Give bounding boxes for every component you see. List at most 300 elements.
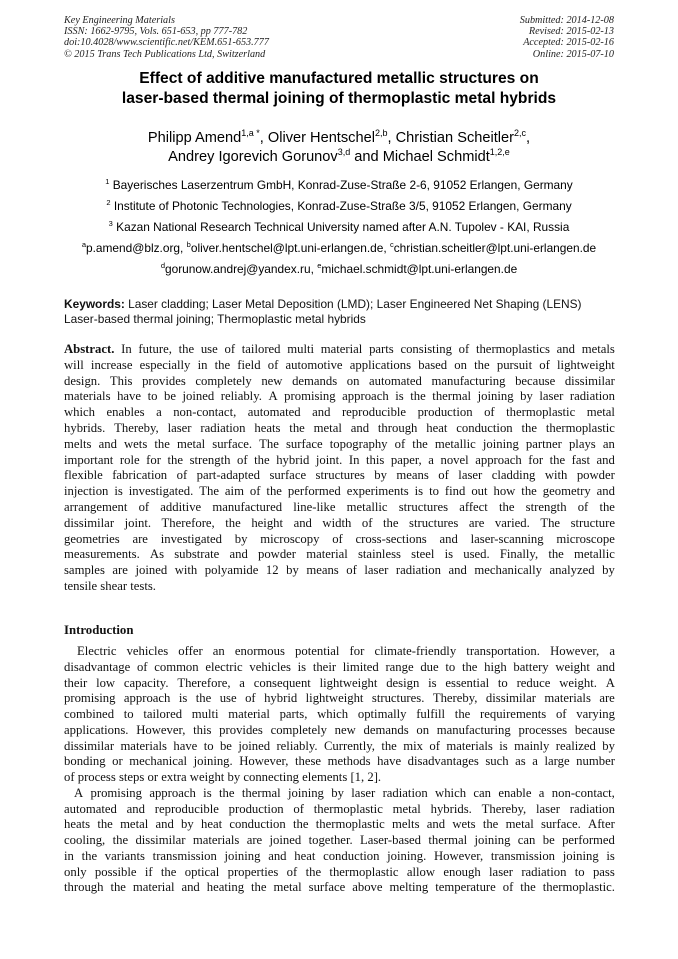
word: of <box>176 468 188 483</box>
word: wets <box>452 817 476 832</box>
word: the <box>520 880 536 895</box>
word: In <box>121 342 132 356</box>
word: applications. <box>64 722 129 737</box>
word: However, <box>433 848 484 863</box>
word: conduction <box>229 817 286 832</box>
word: cross-sections <box>355 531 427 546</box>
word: with <box>544 468 568 483</box>
word: essential <box>445 675 490 690</box>
text-line <box>64 405 615 421</box>
email-link[interactable]: christian.scheitler@lpt.uni-erlangen.de <box>393 241 597 255</box>
word: lightweight <box>557 357 615 372</box>
word: out <box>471 484 488 499</box>
word: laser <box>167 420 192 435</box>
word: strength <box>189 452 231 467</box>
word: approach <box>149 785 196 800</box>
online-date: Online: 2015-07-10 <box>532 48 614 60</box>
email-sup: b <box>186 240 191 250</box>
word: flexible <box>64 468 103 483</box>
word: common <box>154 659 199 674</box>
word: the <box>225 515 241 530</box>
word: by <box>520 389 533 404</box>
word: radiation <box>569 801 615 816</box>
journal-name: Key Engineering Materials <box>64 15 175 26</box>
word: samples <box>64 563 105 578</box>
abstract-block <box>64 342 615 595</box>
text-line <box>64 342 615 358</box>
word: metal <box>273 880 302 895</box>
word: However, <box>136 722 186 737</box>
word: for <box>349 644 365 658</box>
word: increase <box>90 357 133 372</box>
word: temperature <box>435 880 496 895</box>
revised-date: Revised: 2015-02-13 <box>528 26 614 38</box>
word: materials <box>446 738 493 753</box>
author-line-2 <box>30 148 648 167</box>
word: the <box>97 817 113 832</box>
word: transportation. <box>466 644 540 658</box>
word: the <box>251 880 267 895</box>
word: metal <box>120 817 149 832</box>
keywords-line-2: Laser-based thermal joining; Thermoplastic metal hybrids <box>64 312 366 327</box>
word: to <box>445 659 456 674</box>
word: partner <box>525 436 562 451</box>
word: the <box>382 515 399 530</box>
word: In <box>348 452 360 467</box>
email-sup: e <box>317 261 322 271</box>
word: material <box>320 342 363 356</box>
word: be <box>542 833 555 847</box>
author-separator: and <box>354 149 379 165</box>
word: demands <box>363 722 409 737</box>
word: measurements. <box>64 547 140 562</box>
word: varying <box>576 707 615 721</box>
word: conduction <box>323 848 380 863</box>
email-line-2: $^d$gorunow.andrej@yandex.ru, $^e$michael.schmidt@lpt.uni-erlangen.de <box>160 261 518 276</box>
word: parts <box>369 342 394 356</box>
word: range <box>385 659 414 674</box>
word: the <box>521 420 538 435</box>
word: wets <box>124 436 148 451</box>
word: vehicles <box>249 659 291 674</box>
word: laser <box>489 864 513 879</box>
word: of <box>555 707 567 721</box>
word: the <box>178 342 195 356</box>
word: role <box>119 452 140 467</box>
word: strength <box>525 499 567 514</box>
word: transmission <box>152 848 217 863</box>
word: materials <box>120 738 167 753</box>
email-line-1: $^a$p.amend@blz.org, $^b$oliver.hentschel@lpt.uni-erlangen.de, $^c$christian.scheitler@lpt.uni-erlangen.de <box>81 240 597 255</box>
word: tailored <box>143 707 183 721</box>
word: Currently, <box>323 738 375 753</box>
word: cooling, <box>64 833 106 847</box>
word: means <box>396 468 429 483</box>
word: joined <box>135 563 168 578</box>
word: transmission <box>490 848 556 863</box>
word: laser <box>536 801 560 816</box>
word: optical <box>184 864 220 879</box>
word: joint. <box>124 515 152 530</box>
word: The <box>259 436 279 451</box>
word: joining. <box>387 848 427 863</box>
word: only <box>64 864 87 879</box>
word: polyamide <box>204 563 259 578</box>
word: As <box>149 547 165 562</box>
word: will <box>64 357 84 372</box>
keywords-block <box>64 297 616 328</box>
word: large <box>544 754 570 769</box>
word: melting <box>389 880 429 895</box>
word: laser <box>351 785 376 800</box>
word: methods <box>327 754 371 769</box>
word: fast <box>571 452 590 467</box>
word: radiation <box>395 563 441 578</box>
word: the <box>81 848 98 863</box>
word: thermoplastic. <box>542 880 615 895</box>
word: the <box>289 420 305 435</box>
word: an <box>602 436 615 451</box>
title-line-1: Effect of additive manufactured metallic structures on <box>139 70 539 87</box>
word: can <box>517 833 536 847</box>
word: disadvantages <box>407 754 479 769</box>
word: heat <box>426 420 448 435</box>
word: joining <box>482 436 519 451</box>
author-name: Michael Schmidt <box>382 149 490 165</box>
word: multi <box>287 342 315 356</box>
word: laser <box>458 468 483 483</box>
journal-info <box>64 15 269 60</box>
word: of <box>429 738 440 753</box>
word: is <box>203 785 212 800</box>
word: the <box>412 436 428 451</box>
word: of <box>267 357 279 372</box>
word: line-like <box>293 499 336 514</box>
word: are <box>132 531 148 546</box>
word: low <box>96 675 116 690</box>
word: means <box>306 563 339 578</box>
word: in <box>64 848 74 863</box>
email-link[interactable]: p.amend@blz.org <box>86 241 181 255</box>
word: their <box>312 659 337 674</box>
word: disadvantage <box>64 659 131 674</box>
word: the <box>410 389 426 404</box>
author-affiliation-sup: 1,2,e <box>489 147 510 158</box>
word: a <box>239 675 245 690</box>
word: this <box>366 452 385 467</box>
doi-line[interactable]: doi:10.4028/www.scientific.net/KEM.651-653.777 <box>64 37 269 49</box>
word: reliably. <box>276 738 318 753</box>
word: the <box>548 547 564 562</box>
word: to <box>123 707 134 721</box>
word: lightweight <box>305 691 364 706</box>
text-line <box>64 786 615 802</box>
word: by <box>602 738 615 753</box>
word: thermoplastic <box>545 420 615 435</box>
word: geometry <box>542 484 591 499</box>
word: reproducible <box>341 405 407 420</box>
word: radiation <box>569 389 615 404</box>
word: to <box>203 738 214 753</box>
word: because <box>515 373 556 388</box>
paper-title <box>40 69 638 109</box>
word: by <box>602 563 615 578</box>
text-line <box>64 579 615 595</box>
word: experiments <box>346 484 409 499</box>
word: laser <box>364 563 389 578</box>
word: joint. <box>315 452 343 467</box>
word: is <box>414 484 424 499</box>
word: hybrid <box>264 691 298 706</box>
word: by <box>234 531 248 546</box>
word: to <box>574 864 585 879</box>
word: non-contact, <box>551 785 615 800</box>
word: the <box>549 452 566 467</box>
introduction-body <box>64 644 615 896</box>
word: and <box>268 848 287 863</box>
word: metallic <box>346 499 388 514</box>
email-link[interactable]: michael.schmidt@lpt.uni-erlangen.de <box>321 262 518 276</box>
word: manufacturing <box>436 722 511 737</box>
text-line <box>64 849 615 865</box>
word: field <box>237 357 261 372</box>
word: provides <box>219 722 263 737</box>
word: width <box>322 515 352 530</box>
word: possible <box>94 864 137 879</box>
word: metal <box>176 436 206 451</box>
word: the <box>112 833 129 847</box>
word: of <box>394 436 406 451</box>
word: above <box>352 880 383 895</box>
author-line-1 <box>30 129 648 148</box>
word: are <box>599 691 615 706</box>
word: potential <box>295 644 340 658</box>
word: capacity. <box>123 675 169 690</box>
email-link[interactable]: gorunow.andrej@yandex.ru <box>164 262 311 276</box>
word: consisting <box>400 342 452 356</box>
word: of <box>249 484 261 499</box>
word: joining <box>224 848 261 863</box>
word: which <box>435 785 467 800</box>
word: of <box>293 801 304 816</box>
title-line-2: laser-based thermal joining of thermoplastic metal hybrids <box>121 90 557 107</box>
word: which <box>64 405 96 420</box>
word: thermal <box>428 833 468 847</box>
introduction-heading: Introduction <box>64 623 134 637</box>
word: on <box>416 722 430 737</box>
word: thermoplastic <box>329 864 399 879</box>
word: is <box>297 659 307 674</box>
word: conduction <box>456 420 513 435</box>
word: approach <box>123 691 171 706</box>
word: A <box>268 389 278 404</box>
text-line <box>64 516 615 532</box>
text-line <box>64 802 615 818</box>
text-line <box>64 817 615 833</box>
word: a <box>609 644 615 658</box>
word: how <box>493 484 516 499</box>
word: of <box>138 499 150 514</box>
text: tensile shear tests. <box>64 578 156 593</box>
word: automated <box>64 801 117 816</box>
word: Therefore, <box>161 515 215 530</box>
text-line <box>64 484 615 500</box>
word: metal <box>313 420 342 435</box>
word: important <box>64 452 114 467</box>
word: production <box>417 405 473 420</box>
word: by <box>286 563 299 578</box>
word: surface <box>269 468 307 483</box>
word: and <box>293 515 312 530</box>
word: realized <box>555 738 596 753</box>
text-line <box>64 500 615 516</box>
text-line <box>64 707 615 723</box>
text-line <box>64 739 615 755</box>
word: geometries <box>64 531 120 546</box>
word: powder <box>257 547 297 562</box>
text-line <box>64 532 615 548</box>
publication-dates <box>520 15 614 60</box>
word: heat <box>294 848 316 863</box>
word: variants <box>104 848 145 863</box>
word: joined <box>182 389 215 404</box>
word: arrangement <box>64 499 128 514</box>
word: and <box>229 547 248 562</box>
word: enormous <box>234 644 285 658</box>
word: by <box>181 817 194 832</box>
affiliation-3 <box>20 219 658 240</box>
word: hybrids. <box>430 801 472 816</box>
word: vehicles <box>126 644 169 658</box>
word: is <box>178 691 188 706</box>
author-name: Christian Scheitler <box>395 130 514 146</box>
word: of <box>332 531 343 546</box>
word: applications <box>349 357 412 372</box>
word: processes <box>518 722 568 737</box>
word: future, <box>138 342 172 356</box>
word: reproducible <box>154 801 219 816</box>
word: approach <box>475 452 522 467</box>
word: After <box>588 817 615 832</box>
word: an <box>212 644 225 658</box>
word: the <box>218 785 235 800</box>
word: metallic <box>434 436 476 451</box>
word: analyzed <box>549 563 595 578</box>
word: a <box>538 785 545 800</box>
text-line <box>64 421 615 437</box>
word: metal <box>505 817 534 832</box>
word: Electric <box>77 644 117 658</box>
word: metals <box>581 342 615 356</box>
word: steel <box>411 547 435 562</box>
affiliations <box>20 177 658 282</box>
author-affiliation-sup: 2,c <box>514 128 527 139</box>
word: together. <box>308 833 353 847</box>
word: of <box>361 515 373 530</box>
issn-line: ISSN: 1662-9795, Vols. 651-653, pp 777-782 <box>64 26 248 38</box>
word: Finally, <box>499 547 539 562</box>
email-sup: c <box>389 240 394 250</box>
word: additive <box>160 499 202 514</box>
word: dissimilar <box>64 515 115 530</box>
word: structure <box>570 515 615 530</box>
word: investigated <box>160 531 223 546</box>
word: structures. <box>371 691 425 706</box>
author-separator: , <box>387 130 392 146</box>
word: of <box>224 342 236 356</box>
text-line <box>64 358 615 374</box>
text-line <box>64 833 615 849</box>
word: hybrids. <box>64 420 106 435</box>
word: and <box>98 436 117 451</box>
word: height <box>251 515 284 530</box>
word: structures <box>315 468 365 483</box>
word: can <box>473 785 491 800</box>
word: of <box>286 864 298 879</box>
word: consequent <box>253 675 311 690</box>
text-line <box>64 468 615 484</box>
word: multi <box>191 707 219 721</box>
word: and <box>596 452 615 467</box>
word: Laser-based <box>359 833 422 847</box>
word: used. <box>463 547 490 562</box>
affiliation-1 <box>20 177 658 198</box>
word: joining <box>562 848 599 863</box>
word: materials <box>192 833 240 847</box>
word: joining. <box>193 754 233 769</box>
word: of <box>237 452 248 467</box>
word: reduce <box>516 675 551 690</box>
author-separator: , <box>526 130 531 146</box>
word: these <box>294 754 322 769</box>
author-affiliation-sup: 2,b <box>374 128 388 139</box>
word: the <box>154 436 170 451</box>
word: especially <box>139 357 191 372</box>
keywords-line-1 <box>64 297 616 312</box>
word: a <box>428 452 434 467</box>
word: 12 <box>265 563 279 578</box>
word: is <box>114 484 123 499</box>
word: this <box>193 722 212 737</box>
word: performed <box>287 484 341 499</box>
word: because <box>574 722 615 737</box>
text-line <box>64 754 615 770</box>
email-link[interactable]: oliver.hentschel@lpt.uni-erlangen.de <box>190 241 384 255</box>
word: and <box>556 342 575 356</box>
word: properties <box>227 864 279 879</box>
word: optimally <box>357 707 407 721</box>
word: performed <box>562 833 615 847</box>
word: weight. <box>559 675 597 690</box>
accepted-date: Accepted: 2015-02-16 <box>523 37 614 49</box>
text: of process steps or extra weight by connecting elements [1, 2]. <box>64 770 382 784</box>
word: joining <box>477 389 514 404</box>
word: in <box>197 357 208 372</box>
word: a <box>532 754 538 769</box>
word: allow <box>406 864 436 879</box>
word: Thereby, <box>481 801 527 816</box>
word: as <box>515 754 526 769</box>
word: new <box>261 373 283 388</box>
word: mix <box>403 738 423 753</box>
author-affiliation-sup: 3,d <box>337 147 351 158</box>
word: be <box>163 389 176 404</box>
copyright-line: © 2015 Trans Tech Publications Ltd, Switzerland <box>64 48 266 60</box>
word: thermal <box>241 785 281 800</box>
word: is <box>444 547 454 562</box>
word: investigated. <box>128 484 194 499</box>
word: manufacturing <box>431 373 506 388</box>
